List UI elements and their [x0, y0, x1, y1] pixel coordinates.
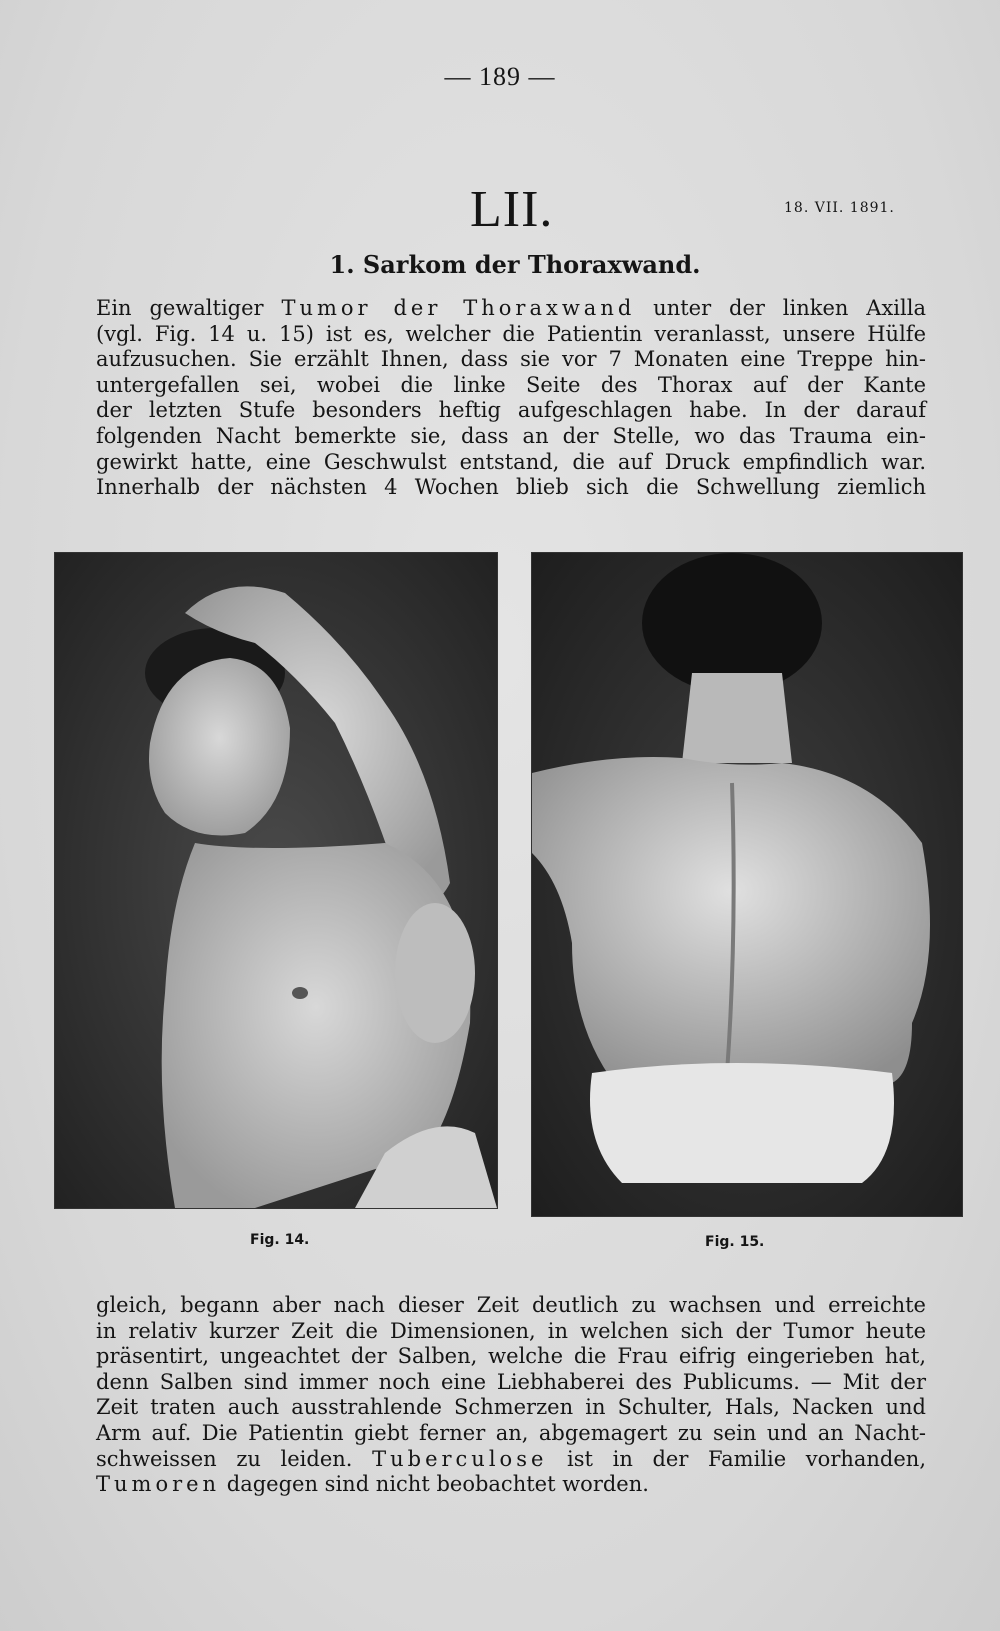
text-line: Innerhalb der nächsten 4 Wochen blieb sich die Schwellung ziemlich: [96, 475, 926, 500]
patient-back-photo: [532, 553, 962, 1216]
text-line: Zeit traten auch ausstrahlende Schmerzen in Schulter, Hals, Nacken und: [96, 1395, 926, 1420]
figure-14-photograph: [54, 552, 498, 1209]
text-line: denn Salben sind immer noch eine Liebhaberei des Publicums. — Mit der: [96, 1369, 926, 1394]
patient-front-photo: [55, 553, 497, 1208]
figure-15-caption: Fig. 15.: [705, 1234, 765, 1250]
text-line: in relativ kurzer Zeit die Dimensionen, in welchen sich der Tumor heute: [96, 1318, 926, 1343]
chapter-number: LII.: [470, 181, 554, 238]
text-line: aufzusuchen. Sie erzählt Ihnen, dass sie vor 7 Monaten eine Treppe hin-: [96, 347, 926, 372]
text-line: schweissen zu leiden. Tuberculose ist in der Familie vorhanden,: [96, 1446, 926, 1471]
text-line: untergefallen sei, wobei die linke Seite des Thorax auf der Kante: [96, 372, 926, 397]
page-number: — 189 —: [444, 62, 556, 91]
text-line: der letzten Stufe besonders heftig aufgeschlagen habe. In der darauf: [96, 398, 926, 423]
figure-15-photograph: [531, 552, 963, 1217]
text-line: präsentirt, ungeachtet der Salben, welche die Frau eifrig eingerieben hat,: [96, 1344, 926, 1369]
text-line: gleich, begann aber nach dieser Zeit deutlich zu wachsen und erreichte: [96, 1293, 926, 1317]
section-title: 1. Sarkom der Thoraxwand.: [329, 250, 701, 279]
paragraph-1: [96, 296, 926, 501]
text-line: (vgl. Fig. 14 u. 15) ist es, welcher die Patientin veranlasst, unsere Hülfe: [96, 321, 926, 346]
lecture-date: 18. VII. 1891.: [784, 200, 895, 216]
figure-14-caption: Fig. 14.: [250, 1232, 310, 1248]
text-line: Arm auf. Die Patientin giebt ferner an, abgemagert zu sein und an Nacht-: [96, 1420, 926, 1445]
text-line: Ein gewaltiger Tumor der Thoraxwand unter der linken Axilla: [96, 296, 926, 320]
text-line: gewirkt hatte, eine Geschwulst entstand, die auf Druck empfindlich war.: [96, 449, 926, 474]
paragraph-2: [96, 1293, 926, 1498]
text-line: folgenden Nacht bemerkte sie, dass an der Stelle, wo das Trauma ein-: [96, 423, 926, 448]
text-line: Tumoren dagegen sind nicht beobachtet worden.: [96, 1472, 649, 1497]
